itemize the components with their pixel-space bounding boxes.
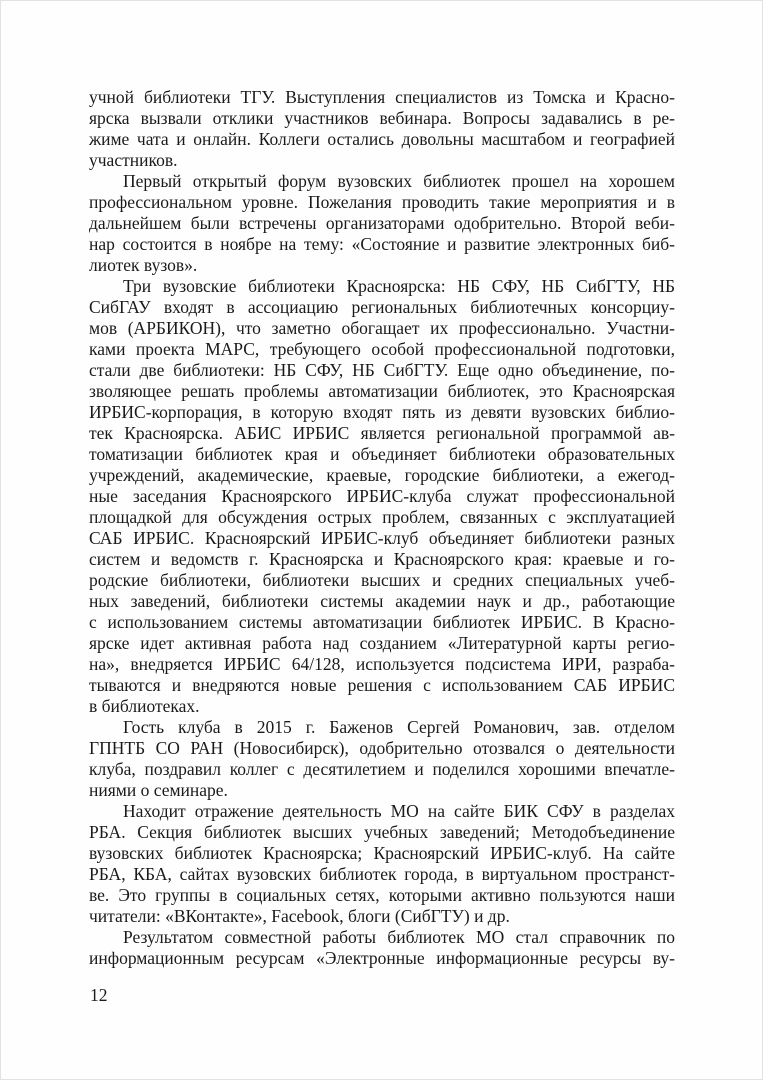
page-number: 12: [90, 985, 108, 1005]
text-line: ярске идет активная работа над созданием «Литературной карты регио-: [89, 633, 675, 653]
text-line: нар состоится в ноябре на тему: «Состояние и развитие электронных биб-: [89, 234, 675, 254]
text-line: участников.: [89, 150, 178, 170]
text-line: информационным ресурсам «Электронные информационные ресурсы ву-: [89, 948, 675, 968]
text-line: мов (АРБИКОН), что заметно обогащает их профессионально. Участни-: [89, 318, 675, 338]
text-line: клуба, поздравил коллег с десятилетием и поделился хорошими впечатле-: [89, 759, 675, 779]
text-line: РБА, КБА, сайтах вузовских библиотек города, в виртуальном пространст-: [89, 864, 675, 884]
text-line: РБА. Секция библиотек высших учебных заведений; Методобъединение: [89, 822, 675, 842]
text-line: ярска вызвали отклики участников вебинара. Вопросы задавались в ре-: [89, 108, 675, 128]
text-line: учреждений, академические, краевые, городские библиотеки, а ежегод-: [89, 465, 675, 485]
paragraph: [89, 801, 675, 927]
text-line: в библиотеках.: [89, 696, 200, 716]
text-line: тек Красноярска. АБИС ИРБИС является региональной программой ав-: [89, 423, 675, 443]
text-line: ками проекта МАРС, требующего особой профессиональной подготовки,: [89, 339, 675, 359]
text-line: жиме чата и онлайн. Коллеги остались довольны масштабом и географией: [89, 129, 675, 149]
text-line: ГПНТБ СО РАН (Новосибирск), одобрительно отозвался о деятельности: [89, 738, 675, 758]
paragraph: [89, 717, 675, 801]
text-line: систем и ведомств г. Красноярска и Красноярского края: краевые и го-: [89, 549, 675, 569]
paragraph: [89, 171, 675, 276]
text-line: Результатом совместной работы библиотек МО стал справочник по: [123, 927, 675, 947]
text-line: дальнейшем были встречены организаторами одобрительно. Второй веби-: [89, 213, 675, 233]
text-line: учной библиотеки ТГУ. Выступления специалистов из Томска и Красно-: [89, 87, 675, 107]
paragraph: [89, 276, 675, 717]
text-line: тываются и внедряются новые решения с использованием САБ ИРБИС: [89, 675, 675, 695]
text-line: зволяющее решать проблемы автоматизации библиотек, это Красноярская: [89, 381, 675, 401]
text-line: ниями о семинаре.: [89, 780, 228, 800]
text-line: томатизации библиотек края и объединяет библиотеки образовательных: [89, 444, 675, 464]
paragraph: [89, 927, 675, 969]
text-line: на», внедряется ИРБИС 64/128, используется подсистема ИРИ, разраба-: [89, 654, 675, 674]
text-line: ные заседания Красноярского ИРБИС-клуба служат профессиональной: [89, 486, 675, 506]
paragraph: [89, 87, 675, 171]
text-line: профессиональном уровне. Пожелания проводить такие мероприятия и в: [89, 192, 675, 212]
text-line: Три вузовские библиотеки Красноярска: НБ СФУ, НБ СибГТУ, НБ: [123, 276, 675, 296]
text-line: СибГАУ входят в ассоциацию региональных библиотечных консорциу-: [89, 297, 675, 317]
text-line: родские библиотеки, библиотеки высших и средних специальных учеб-: [89, 570, 675, 590]
text-line: ных заведений, библиотеки системы академии наук и др., работающие: [89, 591, 675, 611]
text-line: площадкой для обсуждения острых проблем, связанных с эксплуатацией: [89, 507, 675, 527]
text-line: стали две библиотеки: НБ СФУ, НБ СибГТУ. Еще одно объединение, по-: [89, 360, 675, 380]
text-line: с использованием системы автоматизации библиотек ИРБИС. В Красно-: [89, 612, 675, 632]
page-body-text: [89, 87, 675, 969]
text-line: САБ ИРБИС. Красноярский ИРБИС-клуб объединяет библиотеки разных: [89, 528, 675, 548]
text-line: ве. Это группы в социальных сетях, которыми активно пользуются наши: [89, 885, 675, 905]
text-line: Гость клуба в 2015 г. Баженов Сергей Романович, зав. отделом: [123, 717, 675, 737]
text-line: вузовских библиотек Красноярска; Красноярский ИРБИС-клуб. На сайте: [89, 843, 675, 863]
text-line: Первый открытый форум вузовских библиотек прошел на хорошем: [123, 171, 675, 191]
text-line: ИРБИС-корпорация, в которую входят пять из девяти вузовских библио-: [89, 402, 675, 422]
text-line: читатели: «ВКонтакте», Facebook, блоги (СибГТУ) и др.: [89, 906, 510, 926]
text-line: лиотек вузов».: [89, 255, 198, 275]
text-line: Находит отражение деятельность МО на сайте БИК СФУ в разделах: [123, 801, 675, 821]
